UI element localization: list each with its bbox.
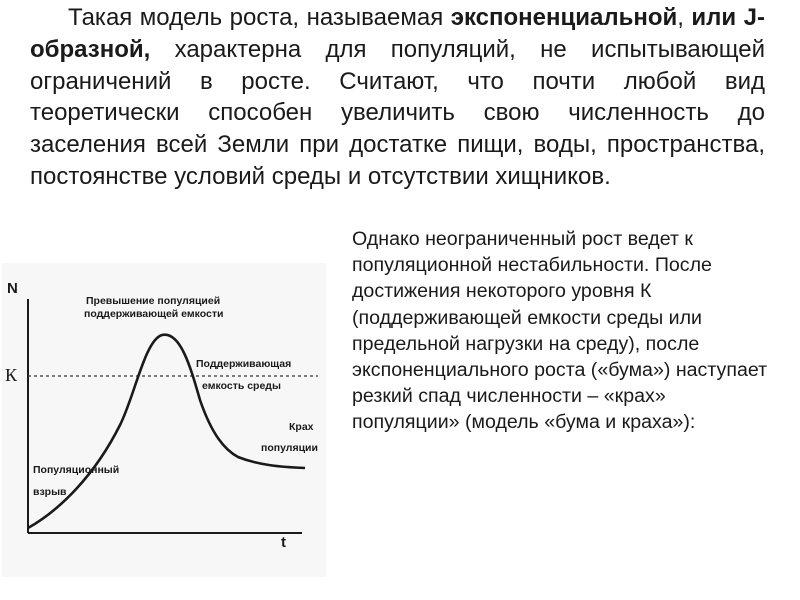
- side-paragraph: Однако неограниченный рост ведет к популяционной нестабильности. После достижения некоторого уровня К (поддерживающей емкости среды или предельной нагрузки на среду), после экспоненциального роста («бума») наступает резкий спад численности – «крах» популяции» (модель «бума и краха»):: [352, 228, 768, 434]
- crash-label-line-2: популяции: [261, 442, 318, 454]
- main-paragraph-text-1: Такая модель роста, называемая: [68, 4, 451, 31]
- peak-label-line-2: поддерживающей емкости: [84, 308, 224, 320]
- x-axis-label: t: [281, 534, 286, 551]
- boom-crash-figure: [0, 255, 330, 585]
- main-paragraph-text-3: характерна для популяций, не испытывающей ограничений в росте. Считают, что почти любой вид теоретически способен увеличить свою численность до заселения всей Земли при достатке пищи, воды, пространства, постоянстве условий среды и отсутствии хищников.: [30, 35, 765, 190]
- main-paragraph-text-2: ,: [677, 4, 692, 31]
- crash-label-line-1: Крах: [289, 421, 314, 433]
- capacity-label-line-1: Поддерживающая: [196, 358, 292, 370]
- y-axis-label: N: [7, 280, 18, 297]
- boom-label-line-1: Популяционный: [33, 464, 120, 476]
- main-paragraph-bold-exponential: экспоненциальной: [450, 4, 678, 31]
- main-paragraph: [30, 2, 765, 193]
- boom-crash-graph: [0, 255, 330, 585]
- main-paragraph-bold-j-shaped: или J-образной,: [30, 4, 765, 63]
- k-label: К: [5, 365, 18, 385]
- peak-label-line-1: Превышение популяцией: [86, 295, 221, 307]
- capacity-label-line-2: емкость среды: [202, 380, 281, 392]
- boom-label-line-2: взрыв: [33, 486, 67, 498]
